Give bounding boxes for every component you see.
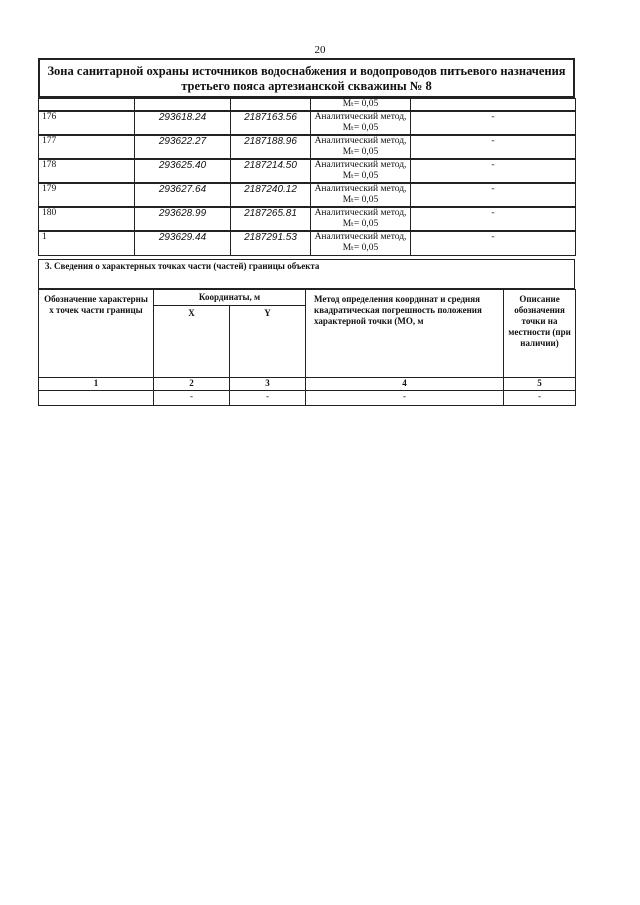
description-cell: - bbox=[411, 159, 576, 183]
method-cell: Mₜ= 0,05 bbox=[311, 99, 411, 112]
column-number-row: 1 2 3 4 5 bbox=[39, 378, 576, 391]
section3-table bbox=[38, 289, 576, 406]
method-cell: Аналитический метод, Mₜ= 0,05 bbox=[311, 135, 411, 159]
column-header-point: Обозначение характерны х точек части границы bbox=[39, 290, 154, 378]
y-coordinate: 2187163.56 bbox=[231, 111, 311, 135]
point-id: 176 bbox=[39, 111, 135, 135]
description-cell: - bbox=[411, 207, 576, 231]
x-coordinate: 293628.99 bbox=[135, 207, 231, 231]
table-row bbox=[39, 159, 576, 183]
page-number: 20 bbox=[314, 44, 326, 56]
y-coordinate: 2187240.12 bbox=[231, 183, 311, 207]
description-cell: - bbox=[411, 183, 576, 207]
section3-title: 3. Сведения о характерных точках части (частей) границы объекта bbox=[38, 259, 575, 289]
y-coordinate: 2187214.50 bbox=[231, 159, 311, 183]
table-row bbox=[39, 135, 576, 159]
description-cell: - bbox=[411, 111, 576, 135]
table-row bbox=[39, 111, 576, 135]
description-cell: - bbox=[411, 231, 576, 255]
point-id: 180 bbox=[39, 207, 135, 231]
point-id: 179 bbox=[39, 183, 135, 207]
method-cell: Аналитический метод, Mₜ= 0,05 bbox=[311, 111, 411, 135]
table-row bbox=[39, 231, 576, 255]
x-coordinate: 293625.40 bbox=[135, 159, 231, 183]
method-cell: Аналитический метод, Mₜ= 0,05 bbox=[311, 159, 411, 183]
column-header-coordinates: Координаты, м bbox=[154, 290, 306, 306]
column-header-y: Y bbox=[230, 306, 306, 378]
x-coordinate: 293629.44 bbox=[135, 231, 231, 255]
method-cell: Аналитический метод, Mₜ= 0,05 bbox=[311, 207, 411, 231]
table-row bbox=[39, 99, 576, 112]
y-coordinate: 2187188.96 bbox=[231, 135, 311, 159]
column-header-x: X bbox=[154, 306, 230, 378]
point-id: 177 bbox=[39, 135, 135, 159]
x-coordinate: 293618.24 bbox=[135, 111, 231, 135]
description-cell: - bbox=[411, 135, 576, 159]
point-id: 178 bbox=[39, 159, 135, 183]
coordinates-table bbox=[38, 98, 576, 256]
header-row bbox=[39, 290, 576, 306]
y-coordinate: 2187265.81 bbox=[231, 207, 311, 231]
column-header-description: Описание обозначения точки на местности (при наличии) bbox=[504, 290, 576, 378]
method-cell: Аналитический метод, Mₜ= 0,05 bbox=[311, 231, 411, 255]
table-row: - - - - bbox=[39, 391, 576, 406]
x-coordinate: 293627.64 bbox=[135, 183, 231, 207]
table-row bbox=[39, 207, 576, 231]
table-row bbox=[39, 183, 576, 207]
point-id: 1 bbox=[39, 231, 135, 255]
document-title: Зона санитарной охраны источников водоснабжения и водопроводов питьевого назначения третьего пояса артезианской скважины № 8 bbox=[38, 58, 575, 98]
column-header-method: Метод определения координат и средняя квадратическая погрешность положения характерной точки (МО, м bbox=[306, 290, 504, 378]
method-cell: Аналитический метод, Mₜ= 0,05 bbox=[311, 183, 411, 207]
y-coordinate: 2187291.53 bbox=[231, 231, 311, 255]
x-coordinate: 293622.27 bbox=[135, 135, 231, 159]
